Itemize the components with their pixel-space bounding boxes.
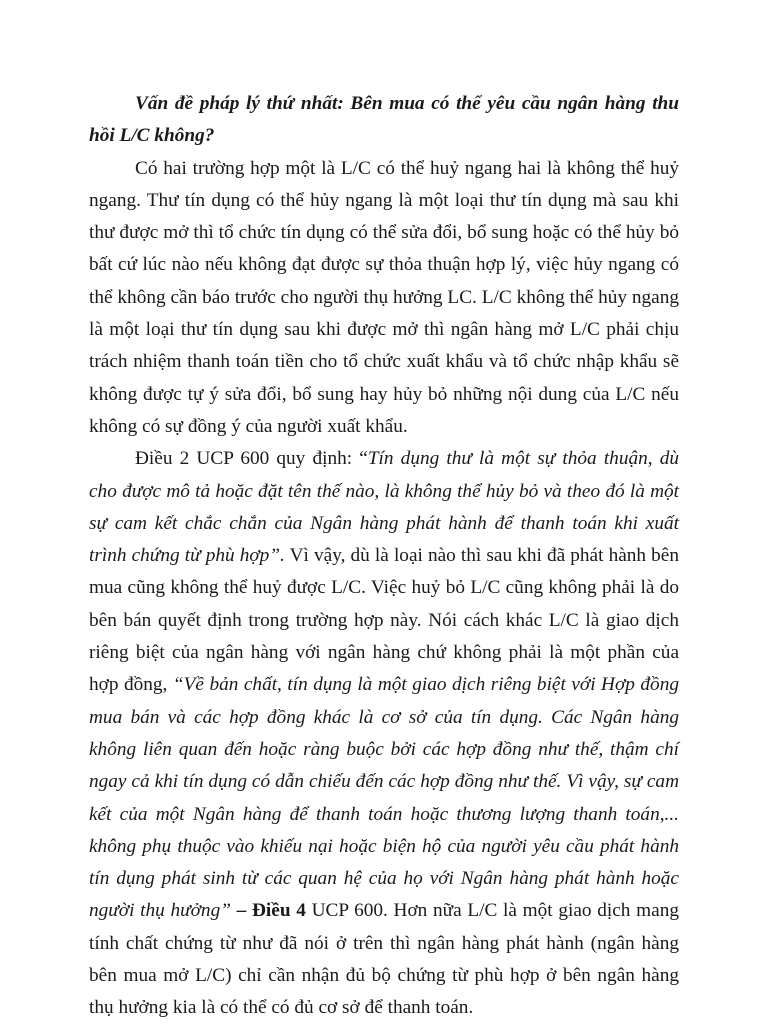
ucp-article-4-quote: “Về bản chất, tín dụng là một giao dịch riêng biệt với Hợp đồng mua bán và các hợp đồng khác là cơ sở của tín dụng. Các Ngân hàng không liên quan đến hoặc ràng buộc bởi các hợp đồng như thế, thậm chí ngay cả khi tín dụng có dẫn chiếu đến các hợp đồng như thế. Vì vậy, sự cam kết của một Ngân hàng để thanh toán hoặc thương lượng thanh toán,... không phụ thuộc vào khiếu nại hoặc biện hộ của người yêu cầu phát hành tín dụng phát sinh từ các quan hệ của họ với Ngân hàng phát hành hoặc người thụ hưởng” — [89, 674, 679, 922]
paragraph-tail-text: UCP 600. Hơn nữa L/C là một giao dịch mang tính chất chứng từ như đã nói ở trên thì ngân hàng phát hành (ngân hàng bên mua mở L/C) chỉ cần nhận đủ bộ chứng từ phù hợp ở bên ngân hàng thụ hưởng kia là có thể có đủ cơ sở để thanh toán. — [89, 900, 679, 1019]
ucp-article-4-citation: – Điều 4 — [230, 900, 306, 922]
paragraph-ucp-600 — [89, 443, 679, 1024]
paragraph-revocable-lc: Có hai trường hợp một là L/C có thể huỷ ngang hai là không thể huỷ ngang. Thư tín dụng có thể hủy ngang là một loại thư tín dụng mà sau khi thư được mở thì tổ chức tín dụng có thể sửa đổi, bổ sung hoặc có thể hủy bỏ bất cứ lúc nào nếu không đạt được sự thỏa thuận hợp lý, việc hủy ngang có thể không cần báo trước cho người thụ hưởng LC. L/C không thể hủy ngang là một loại thư tín dụng sau khi được mở thì ngân hàng mở L/C phải chịu trách nhiệm thanh toán tiền cho tổ chức xuất khẩu và tổ chức nhập khẩu sẽ không được tự ý sửa đổi, bổ sung hay hủy bỏ những nội dung của L/C nếu không có sự đồng ý của người xuất khẩu. — [89, 157, 679, 437]
document-body — [89, 88, 679, 1025]
ucp-article-2-lead: Điều 2 UCP 600 quy định: “ — [135, 448, 368, 470]
paragraph-middle-text: Vì vậy, dù là loại nào thì sau khi đã phát hành bên mua cũng không thể huỷ được L/C. Việc huỷ bỏ L/C cũng không phải là do bên bán quyết định trong trường hợp này. Nói cách khác L/C là giao dịch riêng biệt của ngân hàng với ngân hàng chứ không phải là một phần của hợp đồng, — [89, 545, 679, 696]
ucp-article-2-quote: Tín dụng thư là một sự thỏa thuận, dù cho được mô tả hoặc đặt tên thế nào, là không thể hủy bỏ và theo đó là một sự cam kết chắc chắn của Ngân hàng phát hành để thanh toán khi xuất trình chứng từ phù hợp”. — [89, 448, 679, 567]
section-heading: Vấn đề pháp lý thứ nhất: Bên mua có thể yêu cầu ngân hàng thu hồi L/C không? — [89, 93, 679, 147]
